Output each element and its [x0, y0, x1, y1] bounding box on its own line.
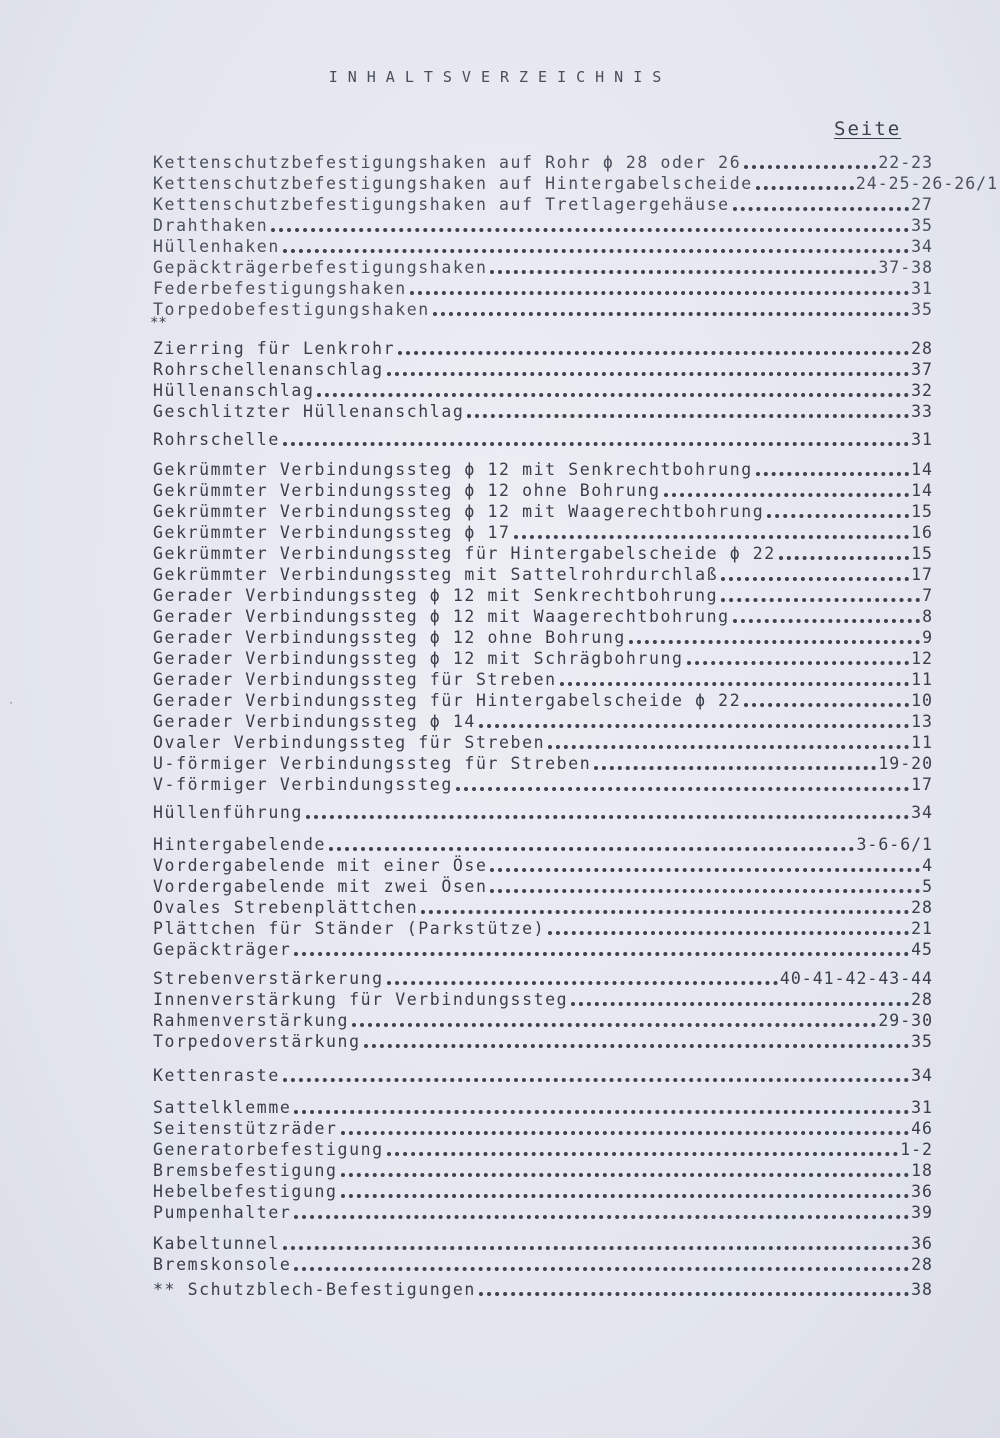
- toc-entry: [153, 1064, 933, 1086]
- leader-dots: [664, 483, 910, 497]
- leader-dots: [490, 858, 920, 872]
- toc-entry-page: 17: [911, 565, 933, 584]
- leader-dots: [283, 432, 909, 446]
- toc-entry: [153, 833, 933, 855]
- toc-entry-label: Strebenverstärkerung: [153, 969, 384, 988]
- toc-entry-label: Ovaler Verbindungssteg für Streben: [153, 733, 546, 752]
- leader-dots: [294, 942, 909, 956]
- leader-dots: [548, 921, 909, 935]
- leader-dots: [294, 1205, 909, 1219]
- toc-entry: [153, 1180, 933, 1202]
- document-title: INHALTSVERZEICHNIS: [328, 68, 672, 86]
- toc-entry: [153, 277, 933, 299]
- toc-entry-label: Ovales Strebenplättchen: [153, 898, 419, 917]
- toc-entry-label: Plättchen für Ständer (Parkstütze): [153, 919, 546, 938]
- toc-entry-label: Kettenschutzbefestigungshaken auf Hintergabelscheide: [153, 174, 753, 193]
- toc-entry: [153, 298, 933, 320]
- toc-entry-label: V-förmiger Verbindungssteg: [153, 775, 453, 794]
- toc-entry: [153, 1278, 933, 1300]
- toc-entry: [153, 428, 933, 450]
- toc-entry: [153, 689, 933, 711]
- leader-dots: [744, 693, 909, 707]
- toc-entry-label: Gerader Verbindungssteg ϕ 12 mit Schrägbohrung: [153, 649, 684, 668]
- toc-entry-page: 5: [922, 877, 933, 896]
- leader-dots: [733, 197, 909, 211]
- toc-entry-label: Innenverstärkung für Verbindungssteg: [153, 990, 569, 1009]
- toc-entry-page: 37: [911, 360, 933, 379]
- leader-dots: [283, 1236, 909, 1250]
- toc-entry: [153, 256, 933, 278]
- toc-entry-page: 31: [911, 1098, 933, 1117]
- toc-entry: [153, 542, 933, 564]
- toc-entry: [153, 214, 933, 236]
- toc-entry-label: Hüllenhaken: [153, 237, 280, 256]
- toc-entry: [153, 668, 933, 690]
- toc-entry-label: Zierring für Lenkrohr: [153, 339, 396, 358]
- toc-entry-label: Gerader Verbindungssteg ϕ 12 mit Senkrechtbohrung: [153, 586, 719, 605]
- toc-entry-label: Pumpenhalter: [153, 1203, 292, 1222]
- margin-speck: ·: [8, 698, 15, 709]
- leader-dots: [294, 1257, 909, 1271]
- toc-entry: [153, 917, 933, 939]
- toc-entry-page: 38: [911, 1280, 933, 1299]
- leader-dots: [548, 735, 909, 749]
- leader-dots: [341, 1163, 910, 1177]
- toc-entry-page: 35: [911, 216, 933, 235]
- toc-entry: [153, 773, 933, 795]
- toc-entry-label: Vordergabelende mit zwei Ösen: [153, 877, 488, 896]
- leader-dots: [687, 651, 910, 665]
- toc-entry-label: Geschlitzter Hüllenanschlag: [153, 402, 465, 421]
- toc-entry-page: 39: [911, 1203, 933, 1222]
- toc-entry-page: 11: [911, 670, 933, 689]
- toc-entry: [153, 172, 998, 194]
- leader-dots: [387, 1142, 899, 1156]
- toc-entry-label: Kettenschutzbefestigungshaken auf Rohr ϕ 28 oder 26: [153, 153, 742, 172]
- toc-entry-label: Torpedoverstärkung: [153, 1032, 361, 1051]
- toc-entry: [153, 358, 933, 380]
- toc-entry-page: 29-30: [878, 1011, 933, 1030]
- leader-dots: [306, 805, 909, 819]
- toc-entry: [153, 626, 933, 648]
- toc-entry-page: 28: [911, 898, 933, 917]
- leader-dots: [387, 971, 778, 985]
- toc-entry-page: 10: [911, 691, 933, 710]
- leader-dots: [479, 714, 909, 728]
- toc-entry-label: Gepäckträger: [153, 940, 292, 959]
- toc-entry-page: 4: [922, 856, 933, 875]
- toc-entry: [153, 235, 933, 257]
- leader-dots: [490, 260, 876, 274]
- toc-entry: [153, 710, 933, 732]
- toc-entry-label: Kettenschutzbefestigungshaken auf Tretlagergehäuse: [153, 195, 730, 214]
- leader-dots: [341, 1121, 910, 1135]
- toc-entry-page: 31: [911, 430, 933, 449]
- toc-entry: [153, 1138, 933, 1160]
- toc-entry-page: 21: [911, 919, 933, 938]
- toc-entry-label: Drahthaken: [153, 216, 269, 235]
- leader-dots: [433, 302, 909, 316]
- toc-entry-page: 28: [911, 1255, 933, 1274]
- toc-entry-page: 17: [911, 775, 933, 794]
- leader-dots: [387, 362, 909, 376]
- toc-entry: [153, 1030, 933, 1052]
- toc-entry-label: Gekrümmter Verbindungssteg für Hintergabelscheide ϕ 22: [153, 544, 776, 563]
- toc-entry-page: 14: [911, 460, 933, 479]
- toc-entry-label: Bremsbefestigung: [153, 1161, 338, 1180]
- toc-entry-label: Rohrschellenanschlag: [153, 360, 384, 379]
- toc-entry-page: 40-41-42-43-44: [779, 969, 933, 988]
- toc-entry-label: Bremskonsole: [153, 1255, 292, 1274]
- toc-entry-page: 35: [911, 300, 933, 319]
- toc-entry-page: 1-2: [900, 1140, 933, 1159]
- leader-dots: [283, 239, 909, 253]
- toc-entry-page: 24-25-26-26/1: [855, 174, 998, 193]
- toc-entry: [153, 896, 933, 918]
- toc-entry: [153, 479, 933, 501]
- toc-entry: [153, 584, 933, 606]
- leader-dots: [756, 462, 909, 476]
- leader-dots: [733, 609, 920, 623]
- toc-entry-page: 37-38: [878, 258, 933, 277]
- toc-entry-page: 14: [911, 481, 933, 500]
- toc-entry-page: 12: [911, 649, 933, 668]
- leader-dots: [467, 404, 909, 418]
- toc-entry: [153, 193, 933, 215]
- toc-entry-label: ** Schutzblech-Befestigungen: [153, 1280, 476, 1299]
- leader-dots: [410, 281, 909, 295]
- page-column-header: Seite: [834, 118, 902, 140]
- toc-entry-label: Gerader Verbindungssteg ϕ 14: [153, 712, 476, 731]
- leader-dots: [767, 504, 909, 518]
- toc-entry: [153, 988, 933, 1010]
- toc-entry-label: Vordergabelende mit einer Öse: [153, 856, 488, 875]
- toc-entry: [153, 1009, 933, 1031]
- leader-dots: [490, 879, 920, 893]
- toc-entry: [153, 752, 933, 774]
- toc-entry-page: 3-6-6/1: [856, 835, 933, 854]
- toc-entry: [153, 605, 933, 627]
- toc-entry: [153, 458, 933, 480]
- leader-dots: [514, 525, 910, 539]
- toc-entry-label: Torpedobefestigungshaken: [153, 300, 430, 319]
- toc-entry-label: Kettenraste: [153, 1066, 280, 1085]
- leader-dots: [352, 1013, 876, 1027]
- leader-dots: [421, 900, 909, 914]
- toc-entry: [153, 647, 933, 669]
- toc-entry-label: Generatorbefestigung: [153, 1140, 384, 1159]
- toc-entry-label: Gekrümmter Verbindungssteg mit Sattelrohrdurchlaß: [153, 565, 719, 584]
- toc-entry: [153, 151, 933, 173]
- toc-entry-label: Rohrschelle: [153, 430, 280, 449]
- toc-entry-page: 8: [922, 607, 933, 626]
- toc-entry-page: 36: [911, 1234, 933, 1253]
- toc-entry: [153, 1232, 933, 1254]
- toc-entry: [153, 731, 933, 753]
- toc-entry: [153, 563, 933, 585]
- toc-entry-page: 46: [911, 1119, 933, 1138]
- toc-entry: [153, 1253, 933, 1275]
- leader-dots: [283, 1068, 909, 1082]
- toc-entry-page: 33: [911, 402, 933, 421]
- toc-entry: [153, 1159, 933, 1181]
- toc-entry: [153, 1117, 933, 1139]
- leader-dots: [329, 837, 854, 851]
- toc-entry-label: Gepäckträgerbefestigungshaken: [153, 258, 488, 277]
- toc-entry-page: 16: [911, 523, 933, 542]
- toc-entry: [153, 400, 933, 422]
- toc-entry-label: Hüllenführung: [153, 803, 303, 822]
- toc-entry: [153, 379, 933, 401]
- toc-entry-label: Gekrümmter Verbindungssteg ϕ 17: [153, 523, 511, 542]
- toc-entry-label: U-förmiger Verbindungssteg für Streben: [153, 754, 592, 773]
- toc-entry-page: 34: [911, 803, 933, 822]
- toc-entry-page: 27: [911, 195, 933, 214]
- toc-entry: [153, 521, 933, 543]
- toc-entry-label: Gekrümmter Verbindungssteg ϕ 12 mit Senkrechtbohrung: [153, 460, 753, 479]
- toc-entry-label: Hebelbefestigung: [153, 1182, 338, 1201]
- toc-entry-page: 31: [911, 279, 933, 298]
- leader-dots: [341, 1184, 910, 1198]
- leader-dots: [364, 1034, 910, 1048]
- toc-entry-page: 11: [911, 733, 933, 752]
- leader-dots: [456, 777, 909, 791]
- leader-dots: [294, 1100, 909, 1114]
- toc-entry: [153, 938, 933, 960]
- leader-dots: [779, 546, 909, 560]
- toc-entry-page: 28: [911, 339, 933, 358]
- toc-entry-page: 28: [911, 990, 933, 1009]
- toc-entry-page: 45: [911, 940, 933, 959]
- leader-dots: [744, 155, 876, 169]
- leader-dots: [479, 1282, 909, 1296]
- toc-entry-page: 15: [911, 544, 933, 563]
- toc-entry-page: 34: [911, 1066, 933, 1085]
- toc-entry-label: Sattelklemme: [153, 1098, 292, 1117]
- toc-entry-page: 13: [911, 712, 933, 731]
- toc-entry-page: 34: [911, 237, 933, 256]
- leader-dots: [560, 672, 909, 686]
- footnote-marker: **: [150, 315, 167, 331]
- toc-entry: [153, 854, 933, 876]
- toc-entry: [153, 1201, 933, 1223]
- toc-entry-label: Gerader Verbindungssteg für Streben: [153, 670, 557, 689]
- toc-entry: [153, 875, 933, 897]
- toc-entry-page: 18: [911, 1161, 933, 1180]
- toc-entry-label: Rahmenverstärkung: [153, 1011, 350, 1030]
- toc-entry: [153, 967, 933, 989]
- leader-dots: [721, 567, 909, 581]
- toc-entry-label: Federbefestigungshaken: [153, 279, 407, 298]
- toc-entry-page: 36: [911, 1182, 933, 1201]
- leader-dots: [756, 176, 854, 190]
- toc-entry-page: 9: [922, 628, 933, 647]
- toc-entry: [153, 500, 933, 522]
- toc-entry-label: Gekrümmter Verbindungssteg ϕ 12 mit Waagerechtbohrung: [153, 502, 765, 521]
- toc-entry-label: Gerader Verbindungssteg ϕ 12 mit Waagerechtbohrung: [153, 607, 730, 626]
- leader-dots: [594, 756, 876, 770]
- toc-entry: [153, 337, 933, 359]
- leader-dots: [317, 383, 909, 397]
- leader-dots: [398, 341, 909, 355]
- toc-entry-label: Hintergabelende: [153, 835, 327, 854]
- toc-entry-label: Kabeltunnel: [153, 1234, 280, 1253]
- toc-entry: [153, 801, 933, 823]
- toc-entry-label: Hüllenanschlag: [153, 381, 315, 400]
- toc-entry-label: Gerader Verbindungssteg für Hintergabelscheide ϕ 22: [153, 691, 742, 710]
- toc-entry-label: Gekrümmter Verbindungssteg ϕ 12 ohne Bohrung: [153, 481, 661, 500]
- leader-dots: [629, 630, 920, 644]
- toc-entry-label: Seitenstützräder: [153, 1119, 338, 1138]
- toc-entry-page: 35: [911, 1032, 933, 1051]
- leader-dots: [571, 992, 909, 1006]
- toc-entry-label: Gerader Verbindungssteg ϕ 12 ohne Bohrung: [153, 628, 626, 647]
- leader-dots: [721, 588, 920, 602]
- toc-entry-page: 32: [911, 381, 933, 400]
- toc-entry-page: 19-20: [878, 754, 933, 773]
- toc-entry: [153, 1096, 933, 1118]
- toc-entry-page: 22-23: [878, 153, 933, 172]
- toc-entry-page: 7: [922, 586, 933, 605]
- toc-entry-page: 15: [911, 502, 933, 521]
- leader-dots: [271, 218, 909, 232]
